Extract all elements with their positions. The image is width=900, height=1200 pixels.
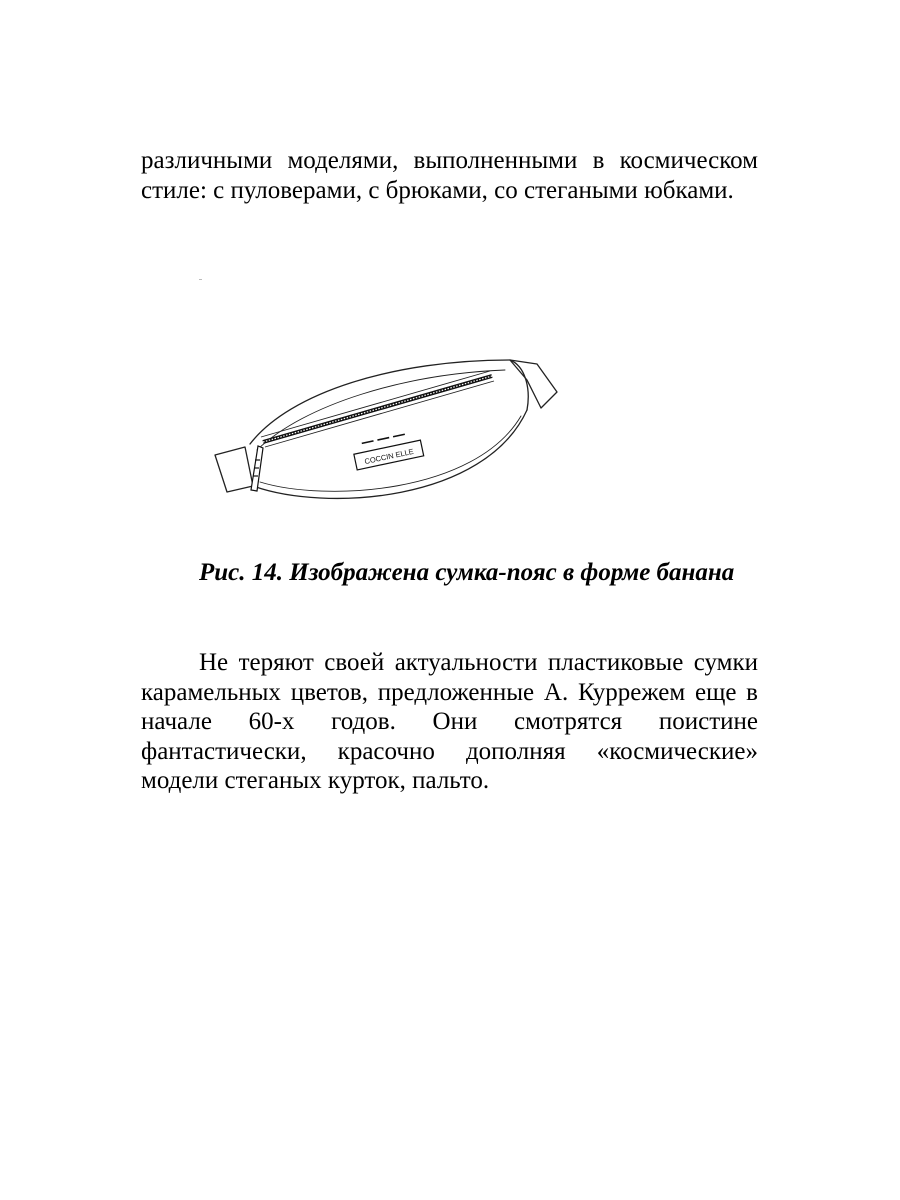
scan-speck [199, 279, 202, 280]
figure-caption: Рис. 14. Изображена сумка-пояс в форме банана [199, 559, 735, 586]
brand-label-text: COCCIN ELLE [363, 446, 415, 467]
paragraph-top: различными моделями, выполненными в космическом стиле: с пуловерами, с брюками, со стегаными юбками. [141, 147, 758, 204]
right-strap [510, 360, 557, 408]
left-strap [215, 447, 253, 492]
belt-bag-illustration [205, 352, 567, 512]
zipper-pull [251, 446, 263, 491]
paragraph-bottom: Не теряют своей актуальности пластиковые сумки карамельных цветов, предложенные А. Куррежем еще в начале 60-х годов. Они смотрятся поистине фантастически, красочно дополняя «космические» модели стеганых курток, пальто. [141, 649, 758, 794]
zipper [261, 371, 494, 447]
brand-label [352, 431, 424, 470]
bag-right-end [510, 360, 528, 410]
